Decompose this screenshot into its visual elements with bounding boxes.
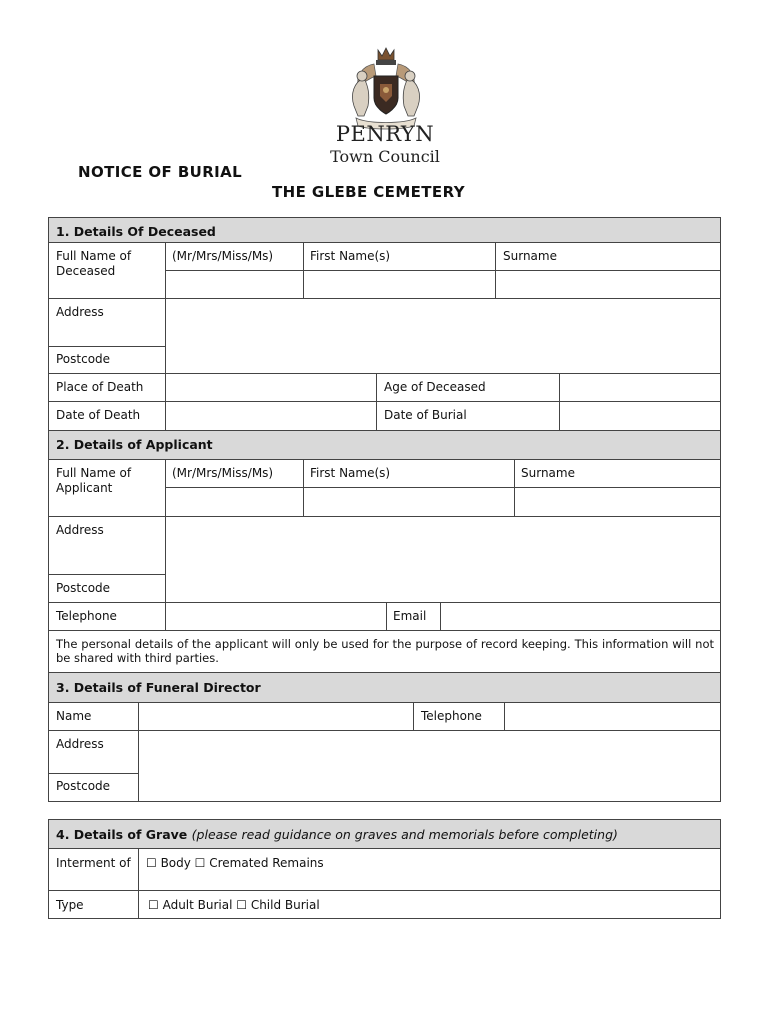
director-telephone-label: Telephone xyxy=(421,709,482,723)
deceased-surname-label: Surname xyxy=(503,249,557,263)
section-4-heading-text: 4. Details of Grave xyxy=(56,827,188,842)
applicant-address-field[interactable] xyxy=(167,517,719,601)
applicant-postcode-label: Postcode xyxy=(56,581,111,595)
applicant-telephone-field[interactable] xyxy=(167,603,385,629)
deceased-full-name-label: Full Name of Deceased xyxy=(56,249,132,278)
deceased-surname-field[interactable] xyxy=(497,271,719,297)
director-address-label: Address xyxy=(56,737,104,751)
date-of-death-field[interactable] xyxy=(167,402,375,429)
interment-label: Interment of xyxy=(56,856,131,870)
deceased-first-name-field[interactable] xyxy=(305,271,494,297)
section-4-heading xyxy=(56,827,618,842)
deceased-address-label: Address xyxy=(56,305,104,319)
page-subtitle: THE GLEBE CEMETERY xyxy=(272,183,465,201)
interment-options[interactable]: ☐ Body ☐ Cremated Remains xyxy=(146,856,324,870)
date-of-death-label: Date of Death xyxy=(56,408,141,422)
deceased-postcode-label: Postcode xyxy=(56,352,111,366)
applicant-email-label: Email xyxy=(393,609,427,623)
applicant-title-label: (Mr/Mrs/Miss/Ms) xyxy=(172,466,274,480)
section-1-heading: 1. Details Of Deceased xyxy=(56,224,216,239)
director-telephone-field[interactable] xyxy=(506,703,719,729)
applicant-telephone-label: Telephone xyxy=(56,609,117,623)
applicant-address-label: Address xyxy=(56,523,104,537)
deceased-first-name-label: First Name(s) xyxy=(310,249,391,263)
applicant-full-name-label: Full Name of Applicant xyxy=(56,466,132,495)
org-subtitle: Town Council xyxy=(330,147,440,166)
type-options[interactable]: ☐ Adult Burial ☐ Child Burial xyxy=(148,898,320,912)
director-postcode-label: Postcode xyxy=(56,779,111,793)
page-title: NOTICE OF BURIAL xyxy=(78,163,243,181)
org-name: PENRYN xyxy=(335,122,435,146)
director-address-field[interactable] xyxy=(140,731,719,800)
section-4-heading-note: (please read guidance on graves and memorials before completing) xyxy=(191,827,618,842)
section-3-heading: 3. Details of Funeral Director xyxy=(56,680,261,695)
coat-of-arms-icon xyxy=(344,46,428,130)
place-of-death-field[interactable] xyxy=(167,374,375,400)
applicant-first-name-label: First Name(s) xyxy=(310,466,391,480)
applicant-surname-label: Surname xyxy=(521,466,575,480)
deceased-title-label: (Mr/Mrs/Miss/Ms) xyxy=(172,249,274,263)
deceased-address-field[interactable] xyxy=(167,299,719,372)
applicant-email-field[interactable] xyxy=(442,603,719,629)
section-2-heading: 2. Details of Applicant xyxy=(56,437,213,452)
date-of-burial-label: Date of Burial xyxy=(384,408,467,422)
age-of-deceased-field[interactable] xyxy=(561,374,719,400)
age-of-deceased-label: Age of Deceased xyxy=(384,380,486,394)
director-name-label: Name xyxy=(56,709,92,723)
deceased-title-field[interactable] xyxy=(167,271,302,297)
applicant-surname-field[interactable] xyxy=(516,488,719,515)
applicant-title-field[interactable] xyxy=(167,488,302,515)
type-label: Type xyxy=(56,898,84,912)
director-name-field[interactable] xyxy=(140,703,412,729)
applicant-first-name-field[interactable] xyxy=(305,488,513,515)
place-of-death-label: Place of Death xyxy=(56,380,144,394)
privacy-note: The personal details of the applicant will only be used for the purpose of record keeping. This information will not be shared with third parties. xyxy=(56,637,714,665)
date-of-burial-field[interactable] xyxy=(561,402,719,429)
